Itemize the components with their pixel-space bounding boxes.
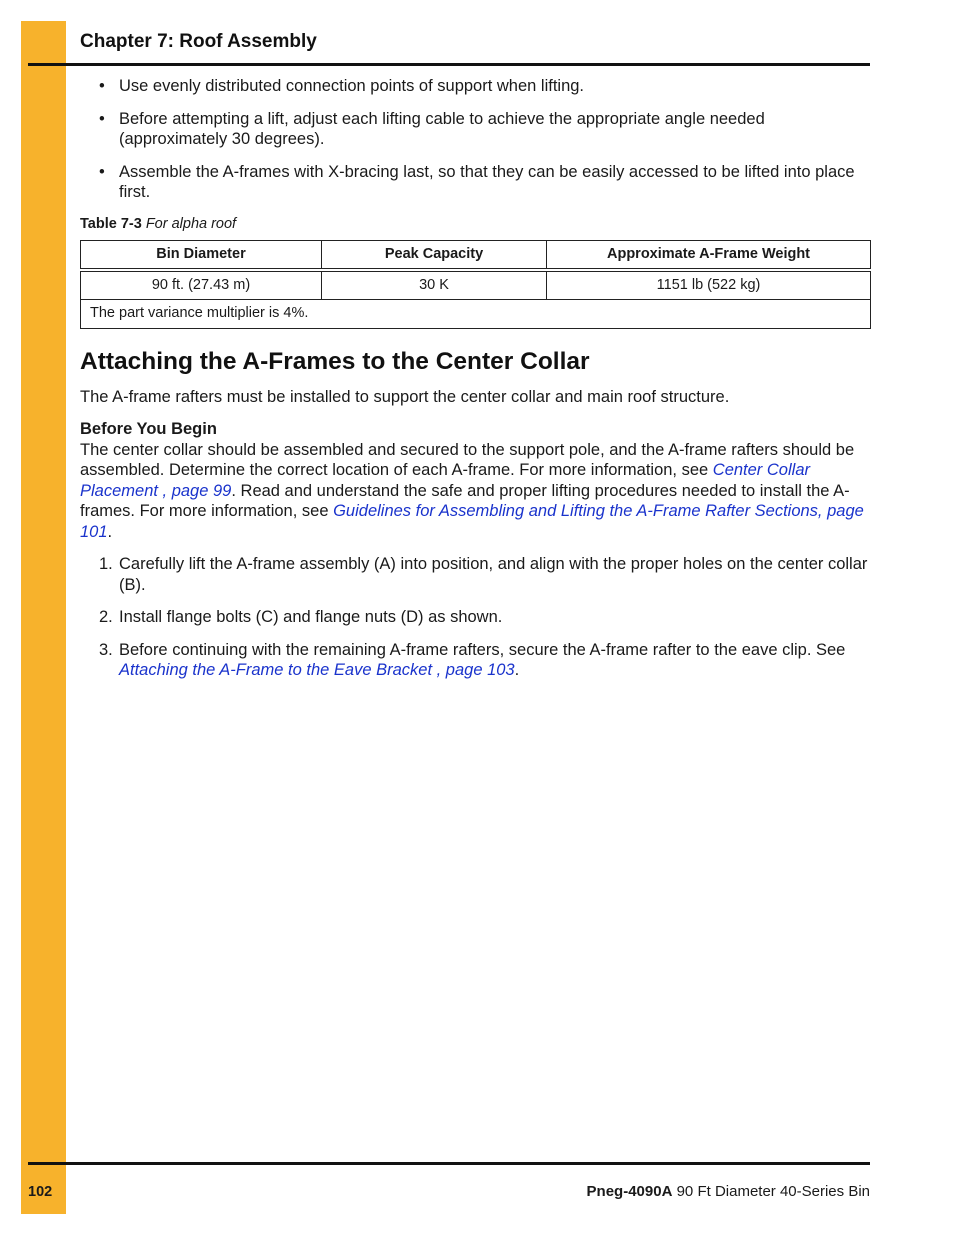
table-caption-label: Table 7-3 xyxy=(80,215,142,232)
section-intro: The A-frame rafters must be installed to support the center collar and main roof structure. xyxy=(80,387,730,406)
list-item: • Use evenly distributed connection points of support when lifting. xyxy=(99,77,585,95)
column-header-a-frame-weight: Approximate A-Frame Weight xyxy=(547,240,871,270)
document-id xyxy=(587,1183,870,1200)
table-caption-text: For alpha roof xyxy=(145,215,237,232)
step-number: 2. xyxy=(99,608,113,626)
footer-rule xyxy=(28,1162,870,1165)
procedure-steps xyxy=(80,554,870,681)
page-content xyxy=(80,76,870,693)
column-header-bin-diameter: Bin Diameter xyxy=(81,240,322,270)
step-text: Before continuing with the remaining A-frame rafters, secure the A-frame rafter to the eave clip. See xyxy=(119,640,846,659)
page-number: 102 xyxy=(28,1184,53,1200)
step-text: Install flange bolts (C) and flange nuts (D) as shown. xyxy=(119,608,503,626)
cell-peak-capacity: 30 K xyxy=(322,270,547,300)
before-you-begin-text: The center collar should be assembled and secured to the support pole, and the A-frame rafters should be assembled. Determine the correct location of each A-frame. For more information, see Center Collar Placement , page 99. Read and understand the safe and proper lifting procedures needed to install the A-frames. For more information, see Guidelines for Assembling and Lifting the A-Frame Rafter Sections, page 101. xyxy=(80,440,864,541)
eave-bracket-link[interactable]: Attaching the A-Frame to the Eave Bracket , page 103 xyxy=(119,661,515,679)
step-item xyxy=(80,607,870,628)
table-header-row xyxy=(81,240,871,270)
before-you-begin-heading: Before You Begin xyxy=(80,420,217,438)
table-row xyxy=(81,270,871,300)
bullet-icon: • xyxy=(99,77,105,95)
chapter-side-bar xyxy=(21,21,66,1214)
column-header-peak-capacity: Peak Capacity xyxy=(322,240,547,270)
step-number: 1. xyxy=(99,555,113,573)
document-title: 90 Ft Diameter 40-Series Bin xyxy=(672,1183,870,1200)
lifting-guidelines-link[interactable]: Guidelines for Assembling and Lifting the A-Frame Rafter Sections, page 101 xyxy=(80,502,864,541)
cell-bin-diameter: 90 ft. (27.43 m) xyxy=(81,270,322,300)
cell-a-frame-weight: 1151 lb (522 kg) xyxy=(547,270,871,300)
lifting-guidelines-list xyxy=(80,76,870,203)
step-item xyxy=(80,554,870,595)
step-number: 3. xyxy=(99,640,113,659)
step-item: 3. Before continuing with the remaining A-frame rafters, secure the A-frame rafter to the eave clip. See Attaching the A-Frame to the Eave Bracket , page 103. xyxy=(99,640,846,679)
section-title: Attaching the A-Frames to the Center Collar xyxy=(80,347,590,375)
chapter-title: Chapter 7: Roof Assembly xyxy=(80,31,317,52)
list-item: • Assemble the A-frames with X-bracing last, so that they can be easily accessed to be lifted into place first. xyxy=(99,162,855,201)
center-collar-placement-link[interactable]: Center Collar Placement , page 99 xyxy=(80,461,810,500)
table-caption xyxy=(80,215,870,233)
document-code: Pneg-4090A xyxy=(586,1183,673,1200)
table-note-row xyxy=(81,299,871,328)
step-text: Carefully lift the A-frame assembly (A) into position, and align with the proper holes on the center collar (B). xyxy=(119,555,868,594)
header-rule xyxy=(28,63,870,66)
bullet-icon: • xyxy=(99,162,105,181)
alpha-roof-table xyxy=(80,240,871,329)
table-note: The part variance multiplier is 4%. xyxy=(81,299,871,328)
list-item: • Before attempting a lift, adjust each lifting cable to achieve the appropriate angle needed (approximately 30 degrees). xyxy=(99,109,765,148)
bullet-icon: • xyxy=(99,109,105,128)
